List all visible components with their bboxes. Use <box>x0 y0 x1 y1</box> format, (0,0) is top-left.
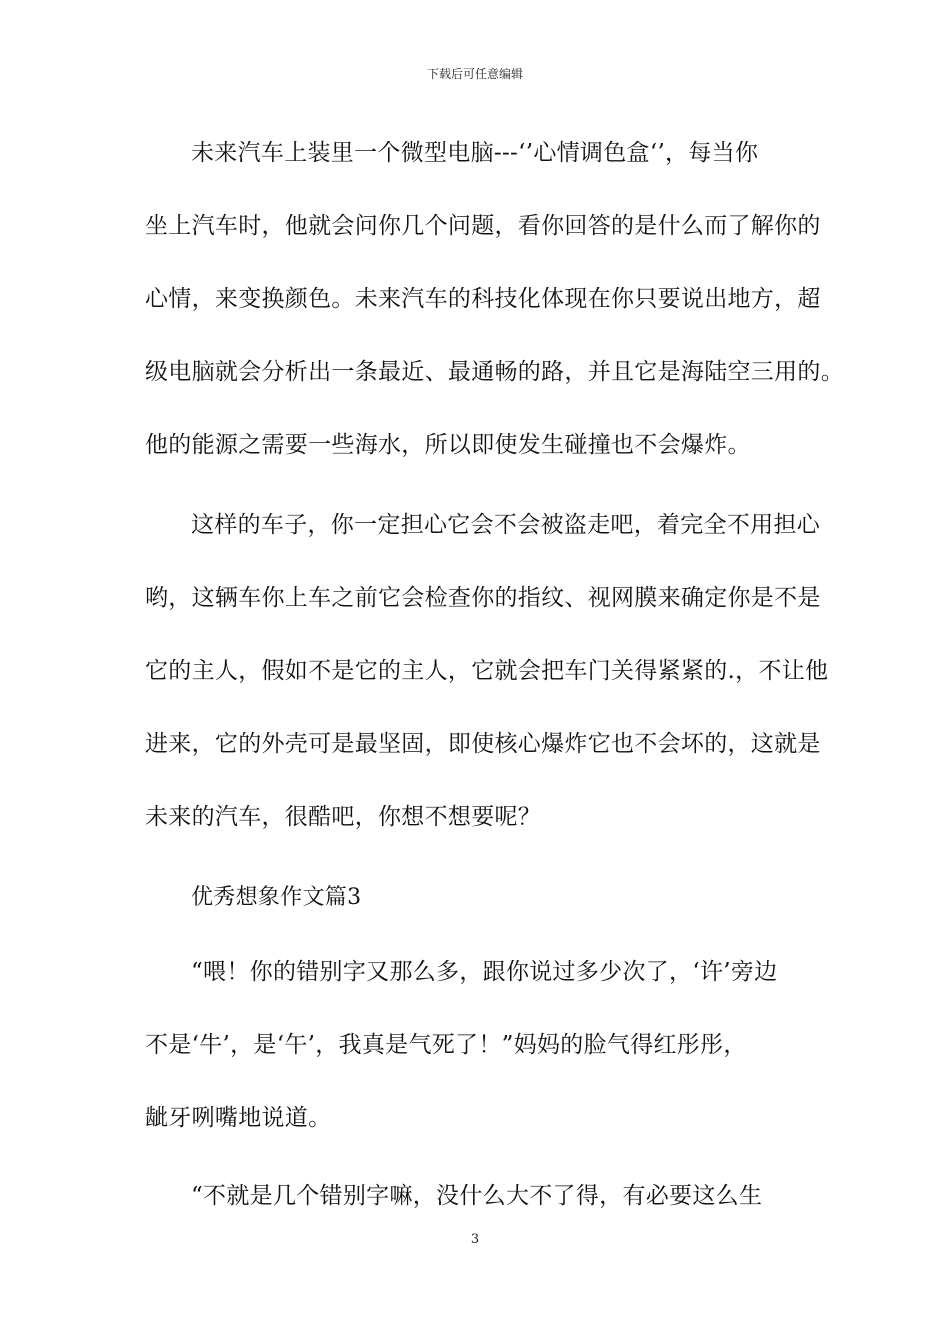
text-line: 哟，这辆车你上车之前它会检查你的指纹、视网膜来确定你是不是 <box>145 585 821 611</box>
text-line: 它的主人，假如不是它的主人，它就会把车门关得紧紧的.，不让他 <box>145 658 829 684</box>
page-number: 3 <box>470 1232 480 1247</box>
text-line: 龇牙咧嘴地说道。 <box>145 1105 332 1131</box>
text-line: 未来汽车上装里一个微型电脑---‘’心情调色盒‘’，每当你 <box>191 140 759 166</box>
text-line: 坐上汽车时，他就会问你几个问题，看你回答的是什么而了解你的 <box>145 213 821 239</box>
text-line: “不就是几个错别字嘛，没什么大不了得，有必要这么生 <box>191 1183 763 1209</box>
text-line: “喂！你的错别字又那么多，跟你说过多少次了，‘许’旁边 <box>191 959 778 985</box>
section-heading: 优秀想象作文篇3 <box>191 885 362 910</box>
text-line: 他的能源之需要一些海水，所以即使发生碰撞也不会爆炸。 <box>145 432 751 458</box>
page-header: 下载后可任意编辑 <box>426 67 523 81</box>
text-line: 不是‘牛’，是‘午’，我真是气死了！”妈妈的脸气得红彤彤， <box>145 1032 747 1058</box>
text-line: 心情，来变换颜色。未来汽车的科技化体现在你只要说出地方，超 <box>145 286 821 312</box>
text-line: 进来，它的外壳可是最坚固，即使核心爆炸它也不会坏的，这就是 <box>145 731 821 757</box>
text-line: 未来的汽车，很酷吧，你想不想要呢？ <box>145 804 542 830</box>
text-line: 级电脑就会分析出一条最近、最通畅的路，并且它是海陆空三用的。 <box>145 359 844 385</box>
text-line: 这样的车子，你一定担心它会不会被盗走吧，着完全不用担心 <box>191 512 821 538</box>
